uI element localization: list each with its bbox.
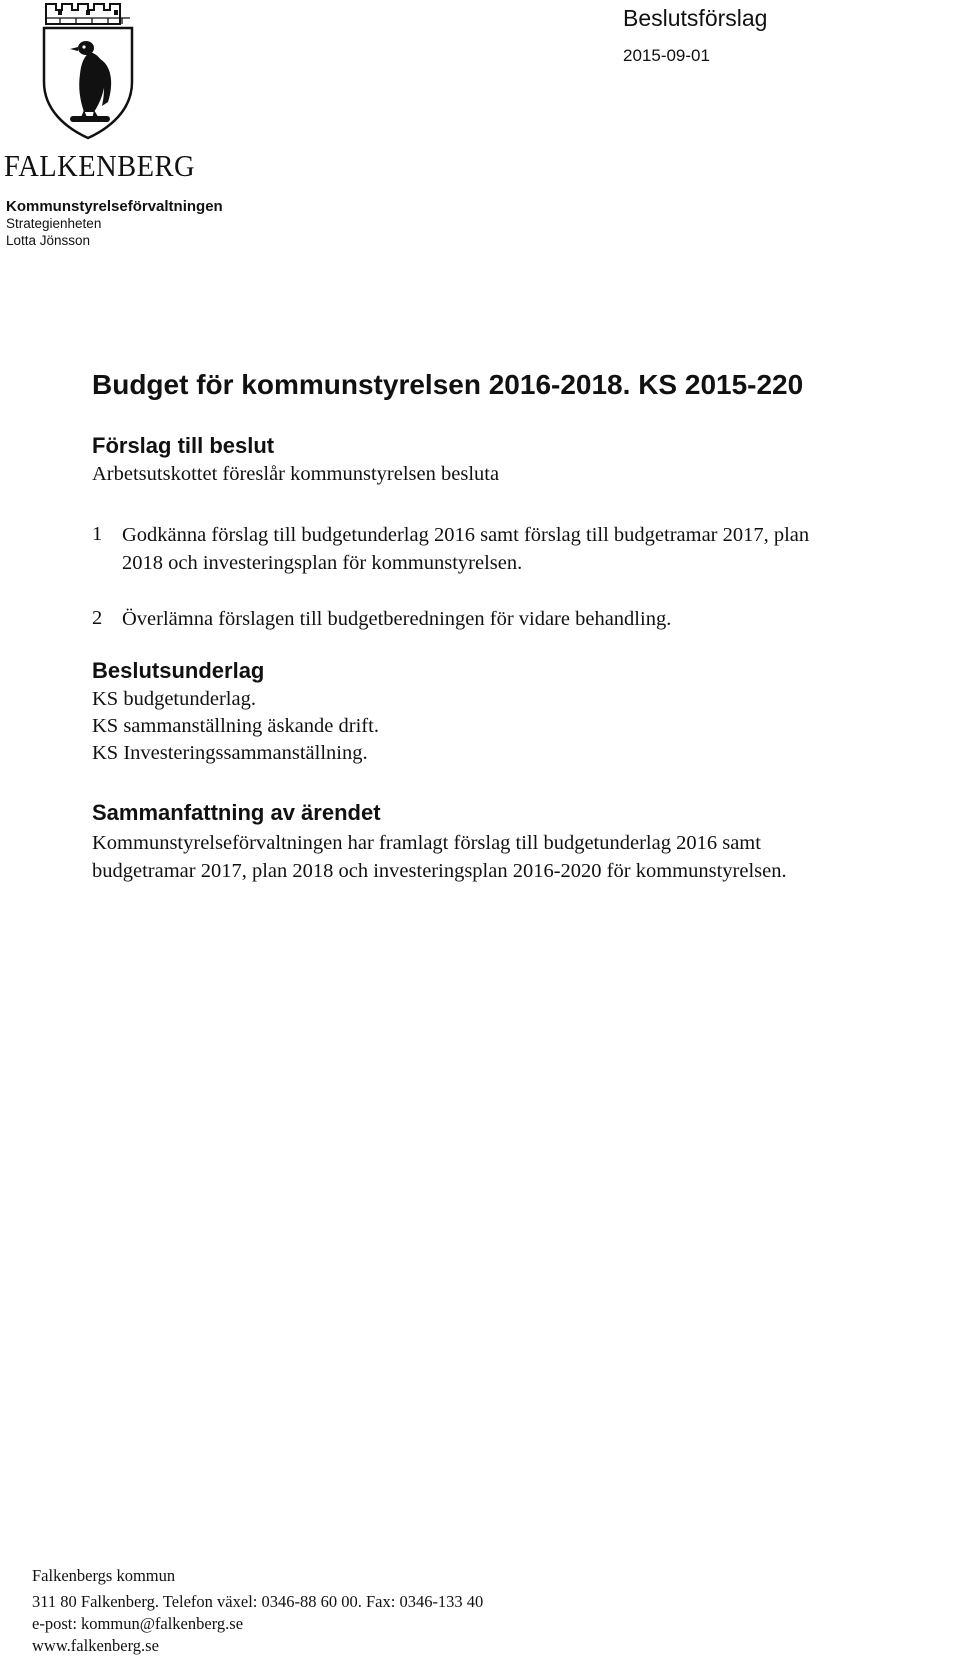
footer-org-name: Falkenbergs kommun <box>32 1566 176 1585</box>
summary-line: budgetramar 2017, plan 2018 och investeringsplan 2016-2020 för kommunstyrelsen. <box>92 860 787 882</box>
summary-heading: Sammanfattning av ärendet <box>92 800 381 825</box>
basis-item: KS budgetunderlag. <box>92 688 256 710</box>
basis-item: KS Investeringssammanställning. <box>92 742 368 764</box>
item-number: 1 <box>92 523 103 545</box>
footer <box>32 1565 483 1657</box>
sender-block <box>6 198 223 249</box>
proposal-intro: Arbetsutskottet föreslår kommunstyrelsen besluta <box>92 463 500 485</box>
logo-wordmark: FALKENBERG <box>4 148 196 183</box>
footer-website: www.falkenberg.se <box>32 1636 159 1655</box>
document-date: 2015-09-01 <box>623 46 710 65</box>
item-number: 2 <box>92 607 103 629</box>
unit-name: Strategienheten <box>6 216 102 231</box>
author-name: Lotta Jönsson <box>6 233 91 248</box>
falcon-crest-icon <box>40 2 136 140</box>
footer-email: e-post: kommun@falkenberg.se <box>32 1614 244 1633</box>
item-line: 2018 och investeringsplan för kommunstyrelsen. <box>122 552 523 574</box>
document-type: Beslutsförslag <box>623 5 768 31</box>
department-name: Kommunstyrelseförvaltningen <box>6 198 223 215</box>
proposal-heading: Förslag till beslut <box>92 433 275 458</box>
summary-line: Kommunstyrelseförvaltningen har framlagt förslag till budgetunderlag 2016 samt <box>92 832 761 854</box>
item-line: Godkänna förslag till budgetunderlag 2016 samt förslag till budgetramar 2017, plan <box>122 524 810 546</box>
list-item <box>122 521 809 577</box>
footer-address: 311 80 Falkenberg. Telefon växel: 0346-88 60 00. Fax: 0346-133 40 <box>32 1592 484 1611</box>
basis-item: KS sammanställning äskande drift. <box>92 715 379 737</box>
list-item: Överlämna förslagen till budgetberedningen för vidare behandling. <box>122 608 672 630</box>
document-title: Budget för kommunstyrelsen 2016-2018. KS 2015-220 <box>92 369 804 400</box>
basis-heading: Beslutsunderlag <box>92 658 265 683</box>
